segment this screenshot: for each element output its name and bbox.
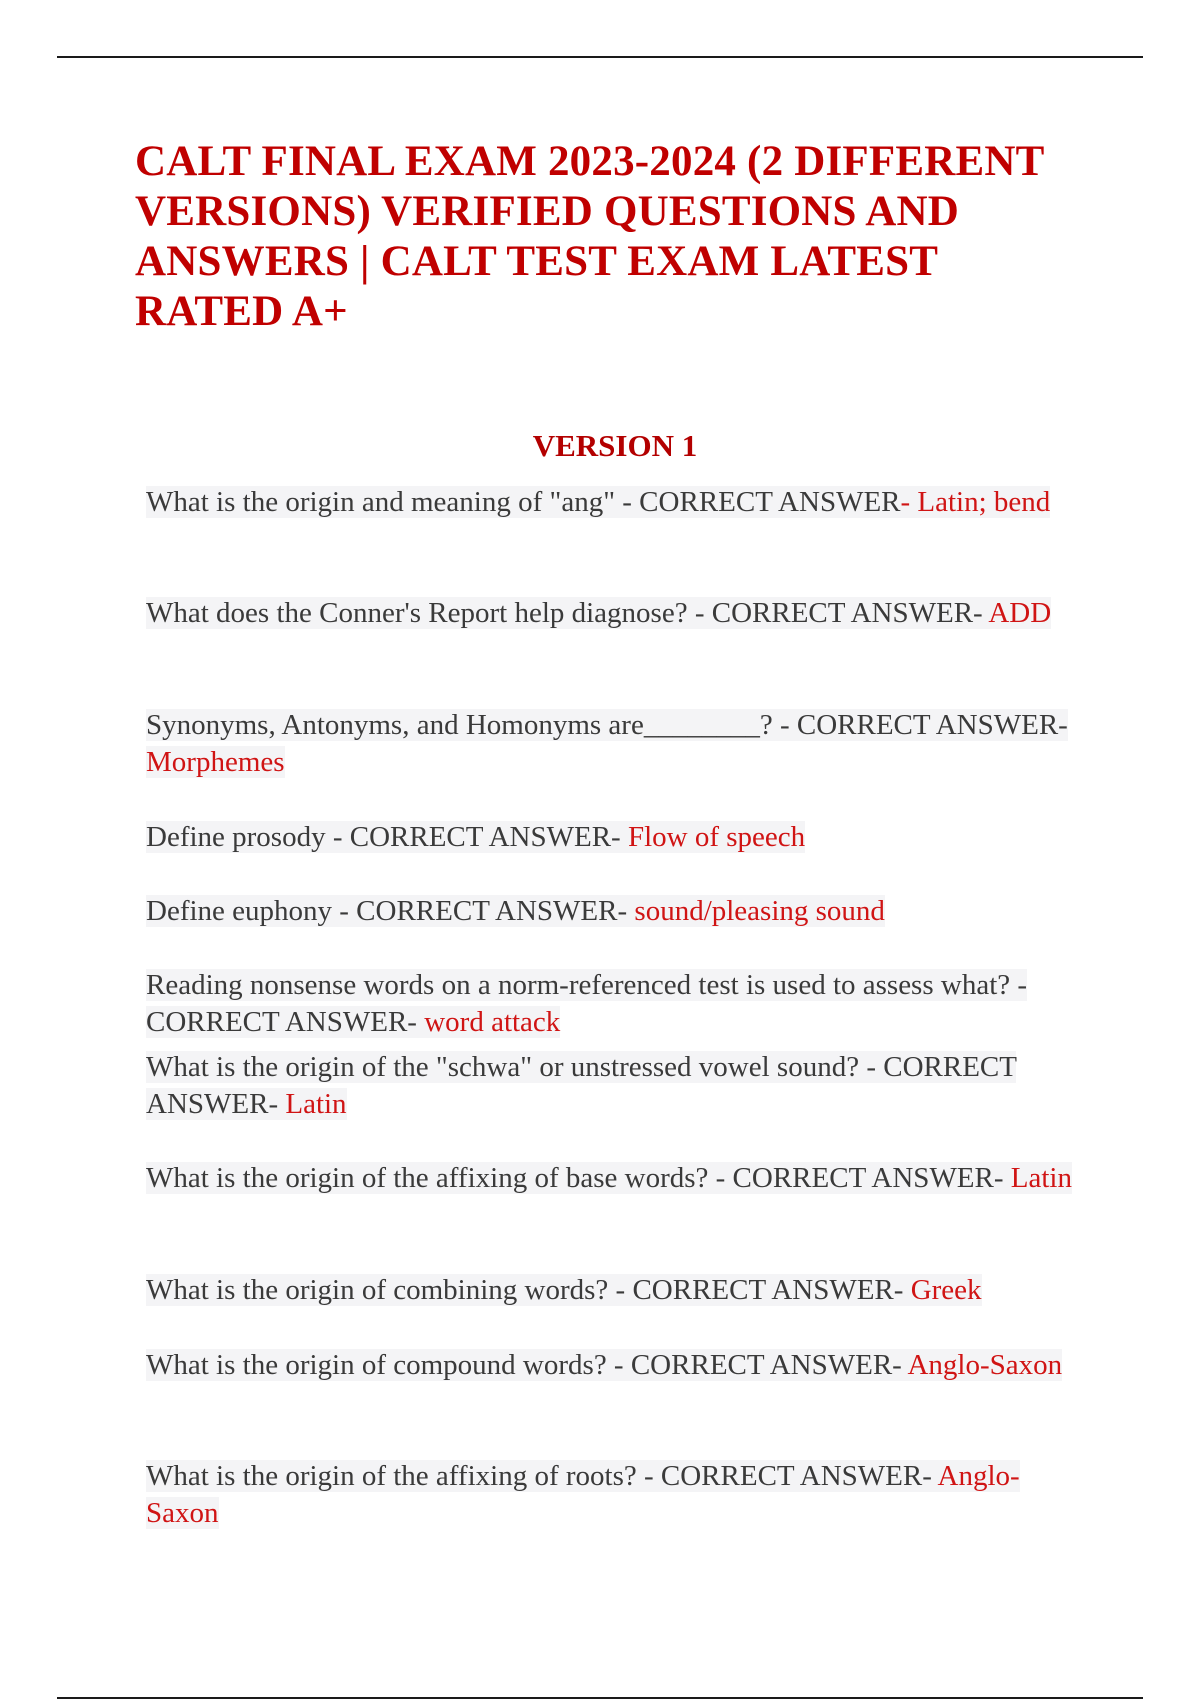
answer-text: sound/pleasing sound bbox=[627, 895, 885, 927]
question-text: What is the origin of the "schwa" or unstressed vowel sound? - CORRECT ANSWER- bbox=[146, 1051, 1017, 1120]
answer-text: - Latin; bend bbox=[900, 486, 1051, 518]
question-text: Synonyms, Antonyms, and Homonyms are________? - CORRECT ANSWER- bbox=[146, 709, 1068, 741]
answer-text: Greek bbox=[903, 1274, 982, 1306]
answer-text: Anglo-Saxon bbox=[901, 1349, 1063, 1381]
question-text: What is the origin of combining words? - CORRECT ANSWER- bbox=[146, 1274, 904, 1306]
qa-item-5 bbox=[146, 893, 1091, 930]
qa-item-11 bbox=[146, 1458, 1091, 1532]
qa-item-3 bbox=[146, 707, 1091, 781]
answer-text: Latin bbox=[278, 1088, 347, 1120]
question-text: What is the origin and meaning of "ang" - CORRECT ANSWER bbox=[146, 486, 901, 518]
top-rule bbox=[57, 56, 1143, 58]
answer-text: ADD bbox=[982, 597, 1052, 629]
bottom-rule bbox=[57, 1697, 1143, 1699]
qa-item-9 bbox=[146, 1272, 1091, 1309]
qa-item-4 bbox=[146, 819, 1091, 856]
question-text: Define prosody - CORRECT ANSWER- bbox=[146, 821, 621, 853]
question-text: What is the origin of compound words? - CORRECT ANSWER- bbox=[146, 1349, 902, 1381]
answer-text: Anglo-Saxon bbox=[146, 1460, 1020, 1529]
question-text: What is the origin of the affixing of base words? - CORRECT ANSWER- bbox=[146, 1162, 1004, 1194]
answer-text: Latin bbox=[1003, 1162, 1072, 1194]
qa-item-10 bbox=[146, 1347, 1091, 1384]
qa-item-7 bbox=[146, 1049, 1091, 1123]
answer-text: word attack bbox=[416, 1006, 561, 1038]
question-text: What is the origin of the affixing of roots? - CORRECT ANSWER- bbox=[146, 1460, 932, 1492]
qa-item-1 bbox=[146, 484, 1091, 521]
question-text: Define euphony - CORRECT ANSWER- bbox=[146, 895, 628, 927]
question-text: Reading nonsense words on a norm-referenced test is used to assess what? - CORRECT ANSWER- bbox=[146, 969, 1028, 1038]
answer-text: Flow of speech bbox=[620, 821, 806, 853]
question-text: What does the Conner's Report help diagnose? - CORRECT ANSWER- bbox=[146, 597, 983, 629]
qa-item-2 bbox=[146, 595, 1091, 632]
document-title: CALT FINAL EXAM 2023-2024 (2 DIFFERENT VERSIONS) VERIFIED QUESTIONS AND ANSWERS | CALT TEST EXAM LATEST RATED A+ bbox=[135, 138, 1044, 335]
qa-item-6 bbox=[146, 967, 1091, 1041]
version-heading: VERSION 1 bbox=[532, 428, 698, 463]
qa-item-8 bbox=[146, 1160, 1091, 1197]
answer-text: Morphemes bbox=[146, 746, 285, 778]
